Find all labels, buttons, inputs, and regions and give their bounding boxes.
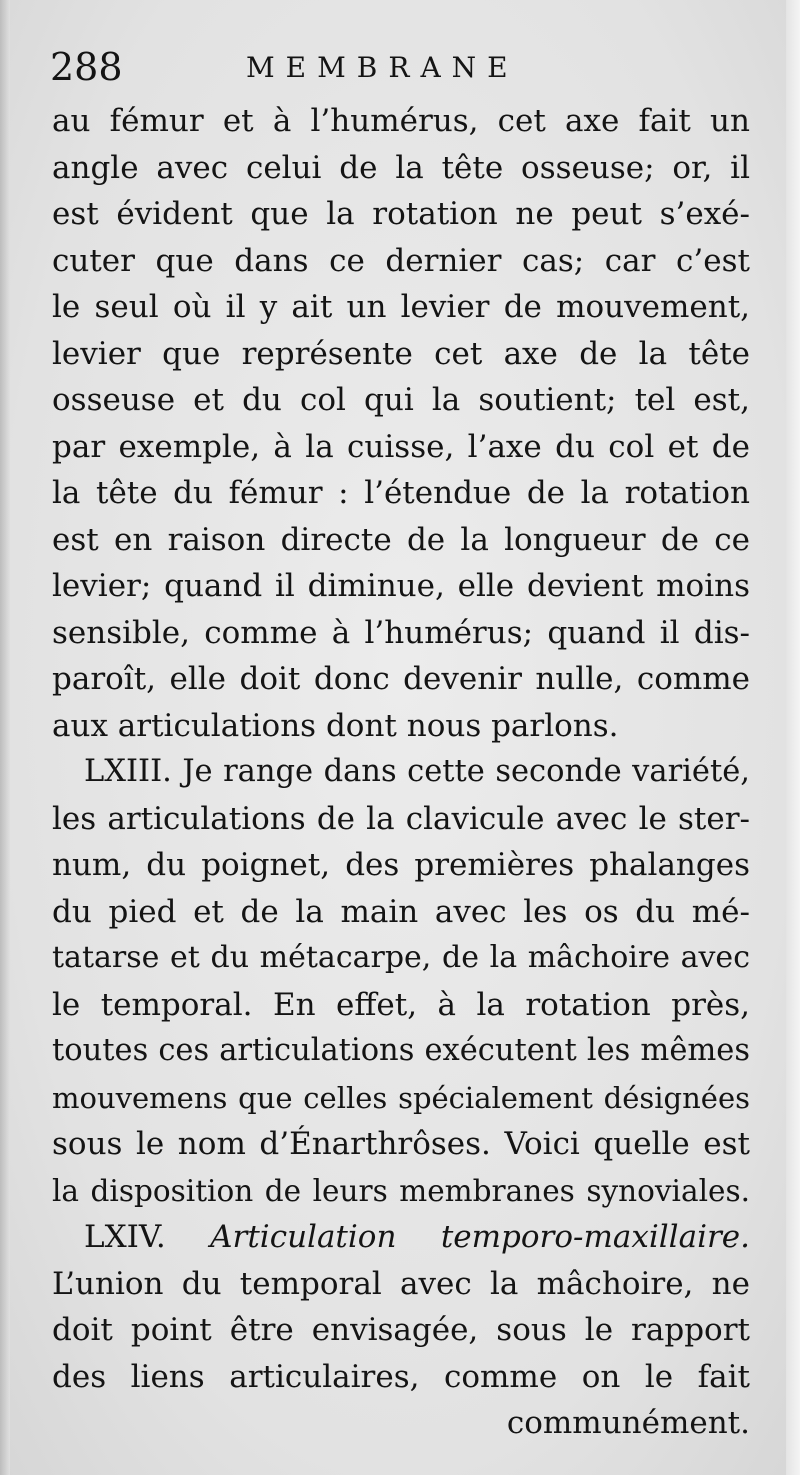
text-line: les articulations de la clavicule avec le ster- [52, 800, 750, 837]
text-line: au fémur et à l’humérus, cet axe fait un [52, 103, 750, 139]
text-line: angle avec celui de la tête osseuse; or, il [52, 149, 750, 186]
text-line: num, du poignet, des premières phalanges [52, 847, 750, 883]
text-line: sensible, comme à l’humérus; quand il dis- [52, 614, 750, 651]
text-line: est évident que la rotation ne peut s’exé- [52, 196, 750, 232]
section-number: LXIV. [84, 1219, 166, 1255]
text-line: paroît, elle doit donc devenir nulle, comme [52, 661, 750, 697]
text-line: par exemple, à la cuisse, l’axe du col et de [52, 428, 750, 465]
body-text [52, 98, 750, 1447]
text-line: toutes ces articulations exécutent les mêmes [52, 1033, 750, 1068]
paragraph-end-line: aux articulations dont nous parlons. [52, 707, 619, 744]
section-lxiii-start: LXIII. Je range dans cette seconde variété, [84, 754, 750, 789]
text-line: du pied et de la main avec les os du mé- [52, 893, 750, 930]
paragraph-end-line: la disposition de leurs membranes synoviales. [52, 1173, 750, 1208]
text-line: doit point être envisagée, sous le rapport [52, 1312, 750, 1348]
text-line: osseuse et du col qui la soutient; tel est, [52, 382, 750, 418]
page-gutter-shadow [0, 0, 10, 1475]
catchword-line: communément. [506, 1405, 750, 1441]
text-line: levier que représente cet axe de la tête [52, 335, 750, 372]
text-line: tatarse et du métacarpe, de la mâchoire avec [52, 940, 750, 975]
text-line: sous le nom d’Énarthrôses. Voici quelle est [52, 1126, 750, 1162]
text-line: la tête du fémur : l’étendue de la rotation [52, 475, 750, 511]
page-number: 288 [50, 45, 123, 89]
section-lxiv-heading [52, 1214, 750, 1261]
running-title: MEMBRANE [246, 51, 519, 84]
text-line: levier; quand il diminue, elle devient moins [52, 568, 750, 604]
text-line: le temporal. En effet, à la rotation près, [52, 986, 750, 1023]
section-title: Articulation temporo-maxillaire. [210, 1219, 750, 1255]
text-line: mouvemens que celles spécialement désignées [52, 1080, 750, 1115]
text-line: cuter que dans ce dernier cas; car c’est [52, 242, 750, 279]
running-head [50, 42, 750, 92]
text-line: le seul où il y ait un levier de mouvement, [52, 289, 750, 325]
text-line: des liens articulaires, comme on le fait [52, 1358, 750, 1395]
page-edge [786, 0, 800, 1475]
text-line: L’union du temporal avec la mâchoire, ne [52, 1265, 750, 1302]
text-line: est en raison directe de la longueur de ce [52, 521, 750, 558]
